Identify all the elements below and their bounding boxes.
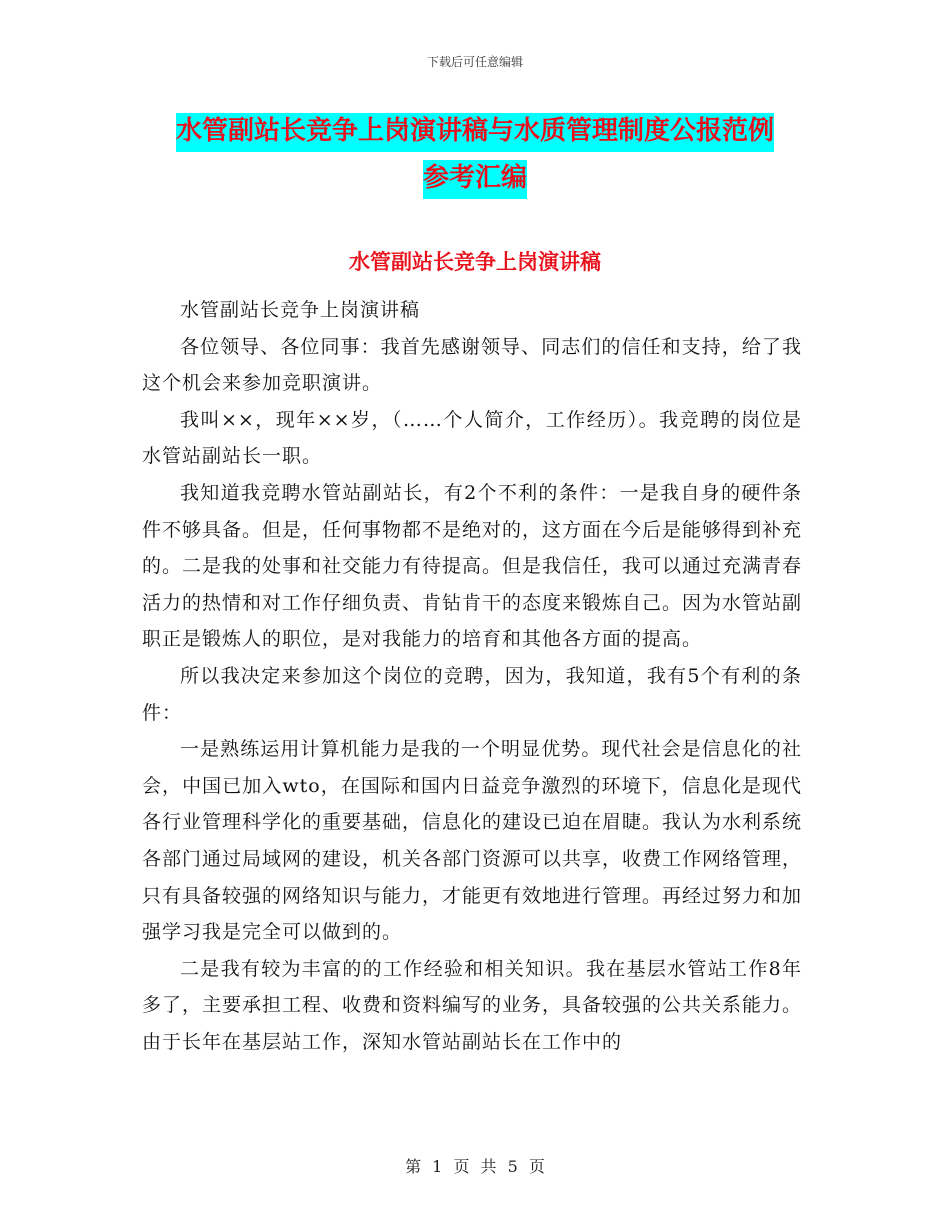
document-title-line-2: 参考汇编 [423,160,527,199]
paragraph: 所以我决定来参加这个岗位的竞聘，因为，我知道，我有5个有利的条件： [142,664,802,724]
document-title-line-1: 水管副站长竞争上岗演讲稿与水质管理制度公报范例 [176,113,774,152]
paragraph: 二是我有较为丰富的的工作经验和相关知识。我在基层水管站工作8年多了，主要承担工程、收费和资料编写的业务，具备较强的公共关系能力。由于长年在基层站工作，深知水管站副站长在工作中的 [142,957,803,1053]
document-title [140,108,810,202]
section-title: 水管副站长竞争上岗演讲稿 [349,250,601,274]
paragraph: 各位领导、各位同事：我首先感谢领导、同志们的信任和支持，给了我这个机会来参加竞职演讲。 [142,335,802,395]
page-footer: 第 1 页 共 5 页 [405,1157,545,1176]
paragraph: 水管副站长竞争上岗演讲稿 [180,299,421,321]
paragraph: 我叫××，现年××岁，（……个人简介，工作经历）。我竞聘的岗位是水管站副站长一职。 [142,408,802,468]
paragraph: 我知道我竞聘水管站副站长，有2个不利的条件：一是我自身的硬件条件不够具备。但是，任何事物都不是绝对的，这方面在今后是能够得到补充的。二是我的处事和社交能力有待提高。但是我信任，我可以通过充满青春活力的热情和对工作仔细负责、肯钻肯干的态度来锻炼自己。因为水管站副职正是锻炼人的职位，是对我能力的培育和其他各方面的提高。 [142,481,803,651]
body-text [142,292,802,1060]
paragraph: 一是熟练运用计算机能力是我的一个明显优势。现代社会是信息化的社会，中国已加入wto，在国际和国内日益竞争激烈的环境下，信息化是现代各行业管理科学化的重要基础，信息化的建设已迫在眉睫。我认为水利系统各部门通过局域网的建设，机关各部门资源可以共享，收费工作网络管理，只有具备较强的网络知识与能力，才能更有效地进行管理。再经过努力和加强学习我是完全可以做到的。 [142,738,803,944]
header-note: 下载后可任意编辑 [426,55,523,69]
